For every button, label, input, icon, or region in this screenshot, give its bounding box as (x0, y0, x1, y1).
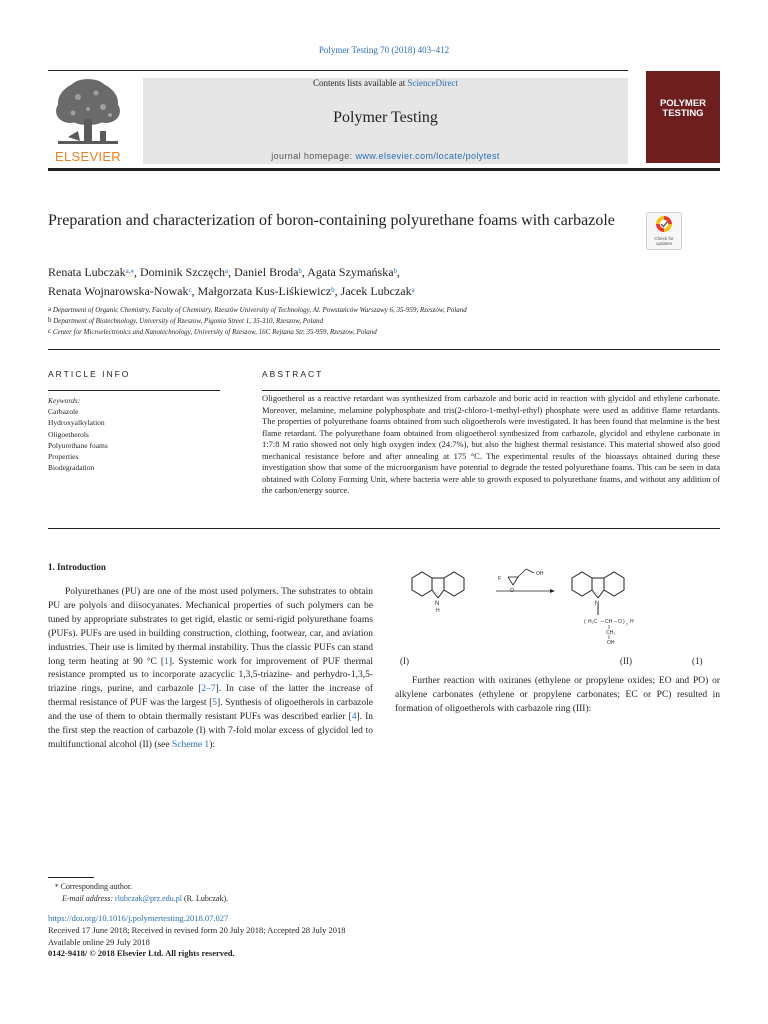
chain-subscript: 7 (626, 622, 629, 627)
chain-o: O (618, 619, 622, 625)
author-name[interactable]: Jacek Lubczak (340, 284, 412, 298)
keywords-block (48, 395, 108, 473)
contents-line (143, 78, 628, 88)
introduction-heading: 1. Introduction (48, 562, 106, 572)
reference-link[interactable]: 2–7 (201, 684, 216, 695)
glycidol-f-label: F (498, 576, 502, 582)
elsevier-wordmark: ELSEVIER (55, 149, 121, 164)
chain-dash: – (614, 619, 617, 625)
label-compound-ii: (II) (620, 656, 632, 666)
keyword: Biodegradation (48, 463, 95, 473)
available-online: Available online 29 July 2018 (48, 936, 150, 947)
homepage-prefix: journal homepage: (271, 151, 356, 161)
epoxide-o-label: O (510, 588, 514, 594)
received-dates: Received 17 June 2018; Received in revised form 20 July 2018; Accepted 28 July 2018 (48, 924, 346, 935)
footnote-rule (48, 877, 94, 878)
reaction-arrow (496, 589, 555, 593)
author-name[interactable]: Renata Lubczak (48, 265, 126, 279)
scheme-link[interactable]: Scheme 1 (171, 739, 210, 750)
author-affil-mark: a (411, 286, 415, 294)
author-affil-mark: b (331, 286, 335, 294)
abstract-bottom-rule (48, 528, 720, 529)
cover-line-1: POLYMER (659, 98, 707, 109)
affiliation-c: $^c$ Center for Microelectronics and Nanotechnology, University of Rzeszow, 16C Rejtana Str, 35-959, Rzeszow, Poland (48, 327, 377, 336)
cover-line-2: TESTING (662, 108, 704, 119)
glycidol-oh-label: OH (536, 571, 544, 577)
chain-dash: – (601, 619, 604, 625)
issn-copyright: 0142-9418/ © 2018 Elsevier Ltd. All rights reserved. (48, 948, 235, 959)
carbazole-structure (412, 572, 464, 598)
equation-number: (1) (692, 656, 703, 666)
sciencedirect-link[interactable]: ScienceDirect (407, 78, 458, 88)
abstract-heading: ABSTRACT (262, 369, 324, 379)
author-name[interactable]: Agata Szymańska (307, 265, 394, 279)
email-link[interactable]: rlubczak@prz.edu.pl (115, 894, 182, 903)
author-affil-mark: c (188, 286, 192, 294)
nh-h-label: H (436, 608, 440, 614)
article-meta (48, 913, 345, 960)
branch-oh: OH (607, 640, 615, 646)
journal-name: Polymer Testing (333, 109, 438, 126)
author-name[interactable]: Daniel Broda (234, 265, 299, 279)
keyword: Hydroxyalkylation (48, 418, 105, 428)
author-name[interactable]: Renata Wojnarowska-Nowak (48, 284, 189, 298)
chain-bracket-left: ( (584, 619, 586, 625)
reference-link[interactable]: 4 (351, 712, 357, 723)
keyword: Carbazole (48, 407, 79, 417)
contents-prefix: Contents lists available at (313, 78, 408, 88)
reaction-scheme (400, 563, 725, 673)
reference-link[interactable]: 1 (164, 656, 169, 667)
glycidol-structure (508, 569, 534, 585)
homepage-link[interactable]: www.elsevier.com/locate/polytest (355, 151, 500, 161)
check-updates-icon (655, 215, 673, 235)
header-bottom-rule (48, 168, 720, 171)
footnote-mark: ⁎ (55, 881, 59, 889)
introduction-paragraph-1: Polyurethanes (PU) are one of the most used polymers. The substrates to obtain PU are polyols and diisocyanates. Mechanical properties of such polymers can be tuned by appropriate substrates to get rigid, elastic or semi-rigid polyurethane foams (PUFs). PUFs are used in building construction, clothing, footwear, car, and aviation industries. Their use is limited by thermal instability. Thus the classic PUFs can stand long term heating at 90 °C [1]. Systemic work for improvement of PUF thermal resistance prompted us to incorporate azacyclic 1,3,5-triazine- and perhydro-1,3,5-triazine rings, purine, and carbazole [2–7]. In case of the latter the increase of thermal resistance of PUF was the largest [5]. Synthesis of oligoetherols in carbazole and the use of them to obtain thermally resistant PUFs was described earlier [4]. In the first step the reaction of carbazole (I) with 7-fold molar excess of glycidol led to multifunctional alcohol (II) (see Scheme 1): (48, 587, 374, 750)
chain-bracket-right: ) (623, 619, 625, 625)
branch-ch2: CH₂ (606, 630, 616, 636)
corresponding-footnote: ⁎ Corresponding author. (55, 881, 133, 891)
product-structure (572, 572, 624, 615)
affiliation-b: $^b$ Department of Biotechnology, University of Rzeszow, Pigonia Street 1, 35-310, Rzeszow, Poland (48, 316, 323, 325)
author-affil-mark: a (224, 267, 229, 275)
email-footnote: E-mail address: rlubczak@prz.edu.pl (R. Lubczak). (62, 894, 229, 903)
keyword: Oligoetherols (48, 429, 89, 439)
chain-ch: CH (605, 619, 613, 625)
article-info-rule (48, 390, 220, 391)
affiliations-rule (48, 349, 720, 350)
header-top-rule (48, 70, 628, 71)
author-affil-mark: b (298, 267, 302, 275)
introduction-paragraph-2: Further reaction with oxiranes (ethylene or propylene oxides; EO and PO) or alkylene carbonates (ethylene or propylene carbonates; EC or PC) resulted in formation of oligoetherols with carbazole ring (III): (395, 676, 720, 714)
author-list: Renata Lubczak$^{a,⁎}$, Dominik Szczęch$^a$, Daniel Broda$^b$, Agata Szymańska$^b$, Renata Wojnarowska-Nowak$^c$, Małgorzata Kus-Liśkiewicz$^b$, Jacek Lubczak$^a$ (48, 265, 415, 298)
affiliation-a: $^a$ Department of Organic Chemistry, Faculty of Chemistry, Rzeszów University of Technology, Al. Powstańców Warszawy 6, 35-959, Rzeszów, Poland (48, 305, 467, 314)
chain-h2c: H₂C (588, 619, 598, 625)
author-name[interactable]: Małgorzata Kus-Liśkiewicz (197, 284, 332, 298)
author-affil-mark: a,⁎ (125, 267, 134, 275)
abstract-text: Oligoetherol as a reactive retardant was synthesized from carbazole and boric acid in reaction with glycidol and ethylene carbonate. Moreover, melamine, melamine polyphosphate and tris(2-chloro-1-methyl-ethyl) phosphate were used as additive flame retardants. The properties of polyurethane foams obtained from such oligoetherols were investigated. It has been found that melamine is the best flame retardant. The polyurethane foam obtained from oligoetherol synthesized from carbazole, glycidol and ethylene carbonate in 1:7:8 M ratio showed not only high oxygen index (24.7%), but also the highest thermal resistance. This material showed also good mechanical resistance before and after annealing at 175 °C. The experimental results of the bioassays obtained during these investigation show that some of the microorganism have potential to degrade the tested polyurethane foams. This can be seen in data obtained with Colony Forming Unit, where bacteria were able to growth exposed to polyurethane foams, and without any addition of the carbon/energy source. (262, 393, 720, 495)
keyword: Polyurethane foams (48, 440, 108, 450)
label-compound-i: (I) (400, 656, 409, 666)
doi-link[interactable]: https://doi.org/10.1016/j.polymertesting.2018.07.027 (48, 913, 229, 923)
article-title: Preparation and characterization of boron-containing polyurethane foams with carbazole (48, 212, 615, 229)
author-affil-mark: b (393, 267, 398, 275)
keywords-label: Keywords: (48, 396, 81, 405)
abstract-rule (262, 390, 720, 391)
reference-link[interactable]: 5 (212, 698, 218, 709)
article-info-heading: ARTICLE INFO (48, 369, 131, 379)
chain-end-h: H (630, 619, 634, 625)
journal-homepage (143, 151, 628, 161)
check-updates-label: Check for updates (654, 236, 674, 246)
product-n-label: N (595, 601, 600, 607)
corresponding-mark[interactable]: ⁎ (130, 267, 134, 275)
nh-n-label: N (435, 601, 440, 607)
journal-cover-title (646, 99, 720, 119)
author-name[interactable]: Dominik Szczęch (139, 265, 225, 279)
journal-citation[interactable]: Polymer Testing 70 (2018) 403–412 (318, 45, 450, 55)
keyword: Properties (48, 452, 79, 462)
